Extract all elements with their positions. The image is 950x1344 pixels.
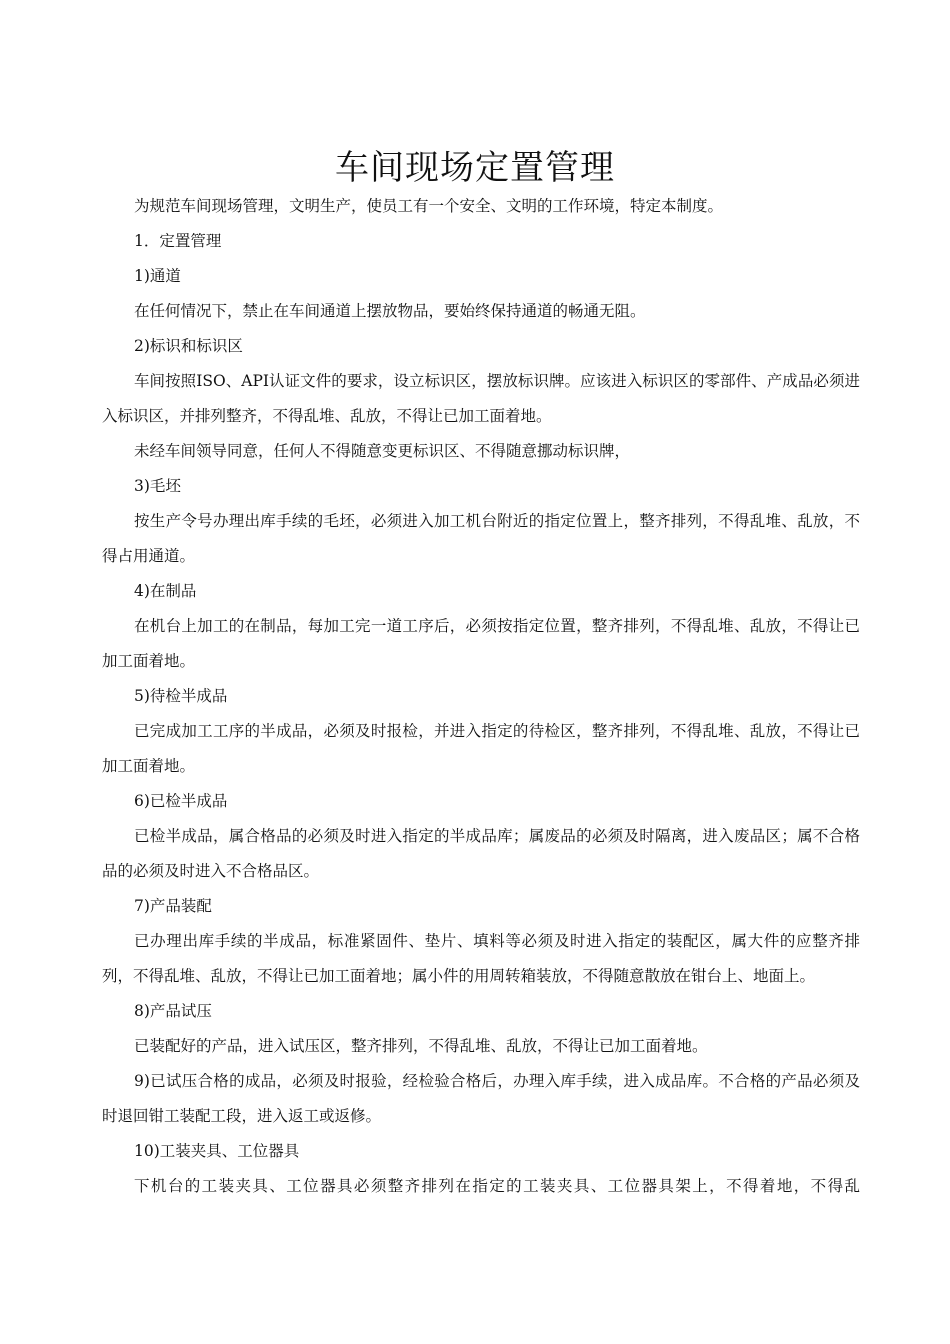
body-paragraph: 已办理出库手续的半成品，标准紧固件、垫片、填料等必须及时进入指定的装配区，属大件的应整齐排列，不得乱堆、乱放，不得让已加工面着地；属小件的用周转箱装放，不得随意散放在钳台上、地面上。 — [102, 932, 860, 985]
subsection-heading: 2)标识和标识区 — [134, 337, 243, 355]
subsection-heading: 3)毛坯 — [134, 477, 181, 495]
body-paragraph: 已完成加工工序的半成品，必须及时报检，并进入指定的待检区，整齐排列，不得乱堆、乱放，不得让已加工面着地。 — [102, 722, 860, 775]
section-heading: 1．定置管理 — [134, 232, 222, 250]
body-paragraph: 已检半成品，属合格品的必须及时进入指定的半成品库；属废品的必须及时隔离，进入废品区；属不合格品的必须及时进入不合格品区。 — [102, 827, 860, 880]
document-title: 车间现场定置管理 — [335, 148, 615, 188]
body-paragraph: 下机台的工装夹具、工位器具必须整齐排列在指定的工装夹具、工位器具架上，不得着地，不得乱 — [134, 1177, 860, 1195]
body-paragraph: 已装配好的产品，进入试压区，整齐排列，不得乱堆、乱放，不得让已加工面着地。 — [134, 1037, 708, 1055]
body-paragraph: 在任何情况下，禁止在车间通道上摆放物品，要始终保持通道的畅通无阻。 — [134, 302, 646, 320]
subsection-heading: 5)待检半成品 — [134, 687, 228, 705]
document-body — [102, 189, 860, 1204]
subsection-heading: 1)通道 — [134, 267, 181, 285]
body-paragraph: 9)已试压合格的成品，必须及时报验，经检验合格后，办理入库手续，进入成品库。不合格的产品必须及时退回钳工装配工段，进入返工或返修。 — [102, 1072, 860, 1125]
body-paragraph: 按生产令号办理出库手续的毛坯，必须进入加工机台附近的指定位置上，整齐排列，不得乱堆、乱放，不得占用通道。 — [102, 512, 860, 565]
intro-paragraph: 为规范车间现场管理，文明生产，使员工有一个安全、文明的工作环境，特定本制度。 — [134, 197, 724, 215]
subsection-heading: 7)产品装配 — [134, 897, 212, 915]
subsection-heading: 4)在制品 — [134, 582, 197, 600]
subsection-heading: 10)工装夹具、工位器具 — [134, 1142, 300, 1160]
body-paragraph: 未经车间领导同意，任何人不得随意变更标识区、不得随意挪动标识牌， — [134, 442, 631, 460]
subsection-heading: 8)产品试压 — [134, 1002, 212, 1020]
subsection-heading: 6)已检半成品 — [134, 792, 228, 810]
body-paragraph: 车间按照ISO、API认证文件的要求，设立标识区，摆放标识牌。应该进入标识区的零部件、产成品必须进入标识区，并排列整齐，不得乱堆、乱放，不得让已加工面着地。 — [102, 372, 860, 425]
body-paragraph: 在机台上加工的在制品，每加工完一道工序后，必须按指定位置，整齐排列，不得乱堆、乱放，不得让已加工面着地。 — [102, 617, 860, 670]
